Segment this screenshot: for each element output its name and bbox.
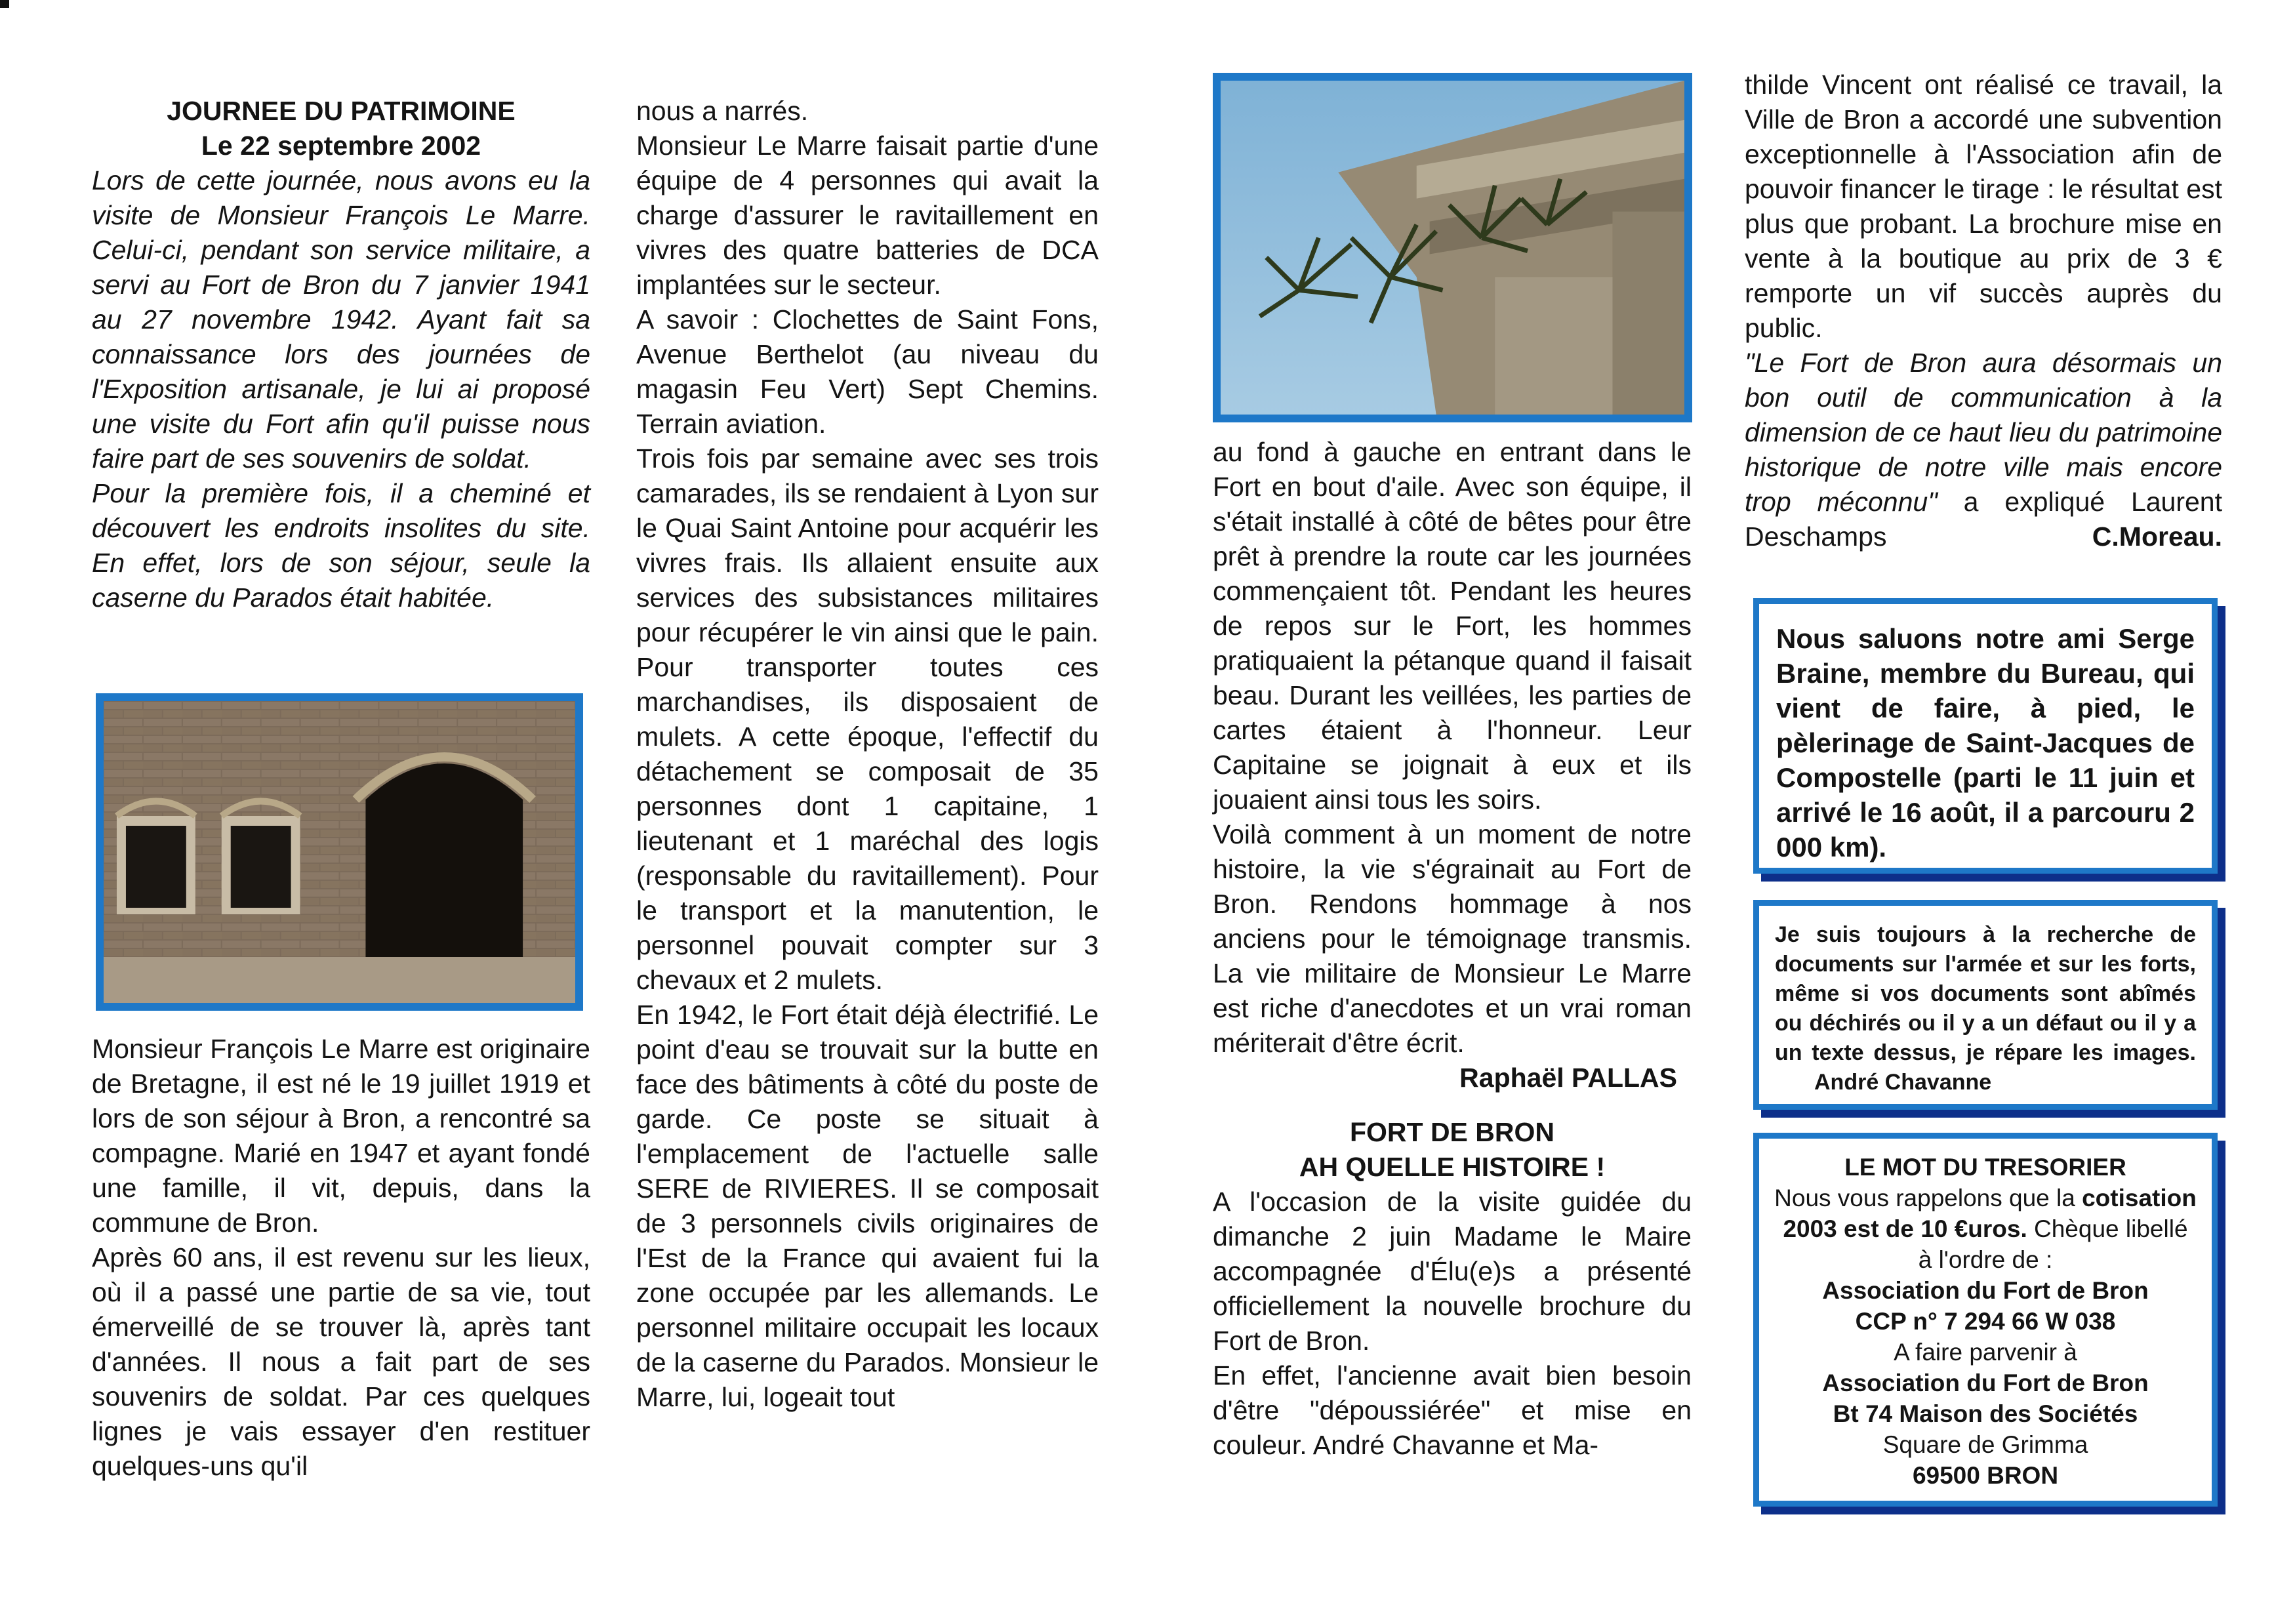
ccp-number: CCP n° 7 294 66 W 038 xyxy=(1855,1308,2116,1335)
body-paragraph: au fond à gauche en entrant dans le Fort en bout d'aile. Avec son équipe, il s'était installé à côté de bêtes pour être prêt à prendre la route car les journées commençaient tôt. Pendant les heures de repos sur le Fort, les hommes pratiquaient la pétanque quand il faisait beau. Durant les veillées, les parties de cartes étaient à l'honneur. Leur Capitaine se joignait à eux et ils jouaient ainsi tous les soirs. xyxy=(1213,437,1692,815)
photo-fort-plants xyxy=(1213,73,1692,422)
body-paragraph: En 1942, le Fort était déjà électrifié. Le point d'eau se trouvait sur la butte en face des bâtiments à côté du poste de garde. Ce poste se situait à l'emplacement de l'actuelle salle SERE de RIVIERES. Il se composait de 3 personnels civils originaires de l'Est de la France qui avaient fui la zone occupée par les allemands. Le personnel militaire occupait les locaux de la caserne du Parados. Monsieur le Marre, lui, logeait tout xyxy=(636,1000,1099,1412)
box-documents xyxy=(1753,900,2218,1110)
article-title: JOURNEE DU PATRIMOINE xyxy=(167,96,516,126)
body-paragraph: Monsieur François Le Marre est originaire de Bretagne, il est né le 19 juillet 1919 et lors de son séjour à Bron, a rencontré sa compagne. Marié en 1947 et ayant fondé une famille, il vit, depuis, dans la commune de Bron. xyxy=(92,1034,590,1238)
article-date: Le 22 septembre 2002 xyxy=(201,131,481,161)
arch-photo-image xyxy=(104,701,575,1003)
address-line-1: Association du Fort de Bron xyxy=(1822,1370,2149,1396)
quote-text: "Le Fort de Bron aura désormais un bon outil de communication à la dimension de ce haut lieu du patrimoine historique de notre ville mais encore trop méconnu" xyxy=(1745,348,2222,517)
body-paragraph: nous a narrés. xyxy=(636,96,809,126)
body-paragraph: Trois fois par semaine avec ses trois camarades, ils se rendaient à Lyon sur le Quai Saint Antoine pour acquérir les vivres frais. Ils allaient ensuite aux services des subsistances militaires pour récupérer le vin ainsi que le pain. Pour transporter toutes ces marchandises, ils disposaient de mulets. A cette époque, l'effectif du détachement se composait de 35 personnes dont 1 capitaine, 1 lieutenant et 1 maréchal des logis (responsable du ravitaillement). Pour le transport et la manutention, le personnel pouvait compter sur 3 chevaux et 2 mulets. xyxy=(636,443,1099,995)
tresorier-title: LE MOT DU TRESORIER xyxy=(1844,1154,2126,1181)
photo-fort-arch xyxy=(96,693,583,1011)
signature-moreau: C.Moreau. xyxy=(2092,521,2222,552)
box-tresorier xyxy=(1753,1133,2218,1507)
body-paragraph: thilde Vincent ont réalisé ce travail, la Ville de Bron a accordé une subvention exceptionnelle à l'Association afin de pouvoir financer le tirage : le résultat est plus que probant. La brochure mise en vente à la boutique au prix de 3 € remporte un vif succès auprès du public. xyxy=(1745,70,2222,343)
box-serge-text: Nous saluons notre ami Serge Braine, membre du Bureau, qui vient de faire, à pied, le pèlerinage de Saint-Jacques de Compostelle (parti le 11 juin et arrivé le 16 août, il a parcouru 2 000 km). xyxy=(1776,623,2195,863)
signature-chavanne: André Chavanne xyxy=(1814,1070,1992,1095)
body-paragraph: Monsieur Le Marre faisait partie d'une équipe de 4 personnes qui avait la charge d'assurer le ravitaillement en vivres des quatre batteries de DCA implantées sur le secteur. xyxy=(636,131,1099,300)
documents-request: Je suis toujours à la recherche de documents sur l'armée et sur les forts, même si vos documents sont abîmés ou déchirés ou il y a un défaut ou il y a un texte dessus, je répare les images. xyxy=(1775,922,2196,1065)
cotisation-amount: cotisation 2003 est de 10 €uros. xyxy=(1783,1185,2197,1242)
column-1 xyxy=(92,94,590,615)
column-4 xyxy=(1745,68,2222,554)
scan-mark xyxy=(0,0,9,8)
signature-pallas: Raphaël PALLAS xyxy=(1459,1063,1677,1093)
tresorier-cotisation xyxy=(1774,1183,2197,1275)
article-title: FORT DE BRON xyxy=(1349,1117,1555,1147)
address-line-2: Bt 74 Maison des Sociétés xyxy=(1833,1400,2138,1427)
cheque-instruction: Chèque libellé à l'ordre de : xyxy=(1918,1215,2188,1273)
article-subtitle: AH QUELLE HISTOIRE ! xyxy=(1299,1152,1606,1182)
box-documents-text xyxy=(1775,920,2196,1097)
intro-paragraph: Pour la première fois, il a cheminé et découvert les endroits insolites du site. En effet, lors de son séjour, seule la caserne du Parados était habitée. xyxy=(92,478,590,613)
column-1-body xyxy=(92,1032,590,1484)
quote-paragraph xyxy=(1745,346,2222,554)
box-serge-braine xyxy=(1753,598,2218,874)
payee-name: Association du Fort de Bron xyxy=(1822,1277,2149,1304)
body-paragraph: A savoir : Clochettes de Saint Fons, Avenue Berthelot (au niveau du magasin Feu Vert) Sept Chemins. Terrain aviation. xyxy=(636,304,1099,439)
body-paragraph: Après 60 ans, il est revenu sur les lieux, où il a passé une partie de sa vie, tout émerveillé de se trouver là, après tant d'années. Il nous a fait part de ses souvenirs de soldat. Par ces quelques lignes je vais essayer d'en restituer quelques-uns qu'il xyxy=(92,1242,590,1481)
intro-paragraph: Lors de cette journée, nous avons eu la visite de Monsieur François Le Marre. Celui-ci, pendant son service militaire, a servi au Fort de Bron du 7 janvier 1941 au 27 novembre 1942. Ayant fait sa connaissance lors des journées de l'Exposition artisanale, je lui ai proposé une visite du Fort afin qu'il puisse nous faire part de ses souvenirs de soldat. xyxy=(92,165,590,474)
address-line-4: 69500 BRON xyxy=(1912,1462,2059,1489)
column-3 xyxy=(1213,435,1692,1463)
tresorier-content xyxy=(1774,1152,2197,1491)
address-line-3: Square de Grimma xyxy=(1882,1431,2088,1458)
body-paragraph: A l'occasion de la visite guidée du dimanche 2 juin Madame le Maire accompagnée d'Élu(e)s a présenté officiellement la nouvelle brochure du Fort de Bron. xyxy=(1213,1187,1692,1356)
body-paragraph: En effet, l'ancienne avait bien besoin d'être "dépoussiérée" et mise en couleur. André Chavanne et Ma- xyxy=(1213,1360,1692,1460)
send-to-label: A faire parvenir à xyxy=(1894,1339,2077,1366)
plants-photo-image xyxy=(1221,81,1684,415)
column-2 xyxy=(636,94,1099,1415)
body-paragraph: Voilà comment à un moment de notre histoire, la vie s'égrainait au Fort de Bron. Rendons hommage à nos anciens pour le témoignage transmis. La vie militaire de Monsieur Le Marre est riche d'anecdotes et un vrai roman mériterait d'être écrit. xyxy=(1213,819,1692,1058)
quote-attribution: a expliqué Laurent Deschamps xyxy=(1745,487,2223,552)
cotisation-intro: Nous vous rappelons que la xyxy=(1774,1185,2082,1211)
